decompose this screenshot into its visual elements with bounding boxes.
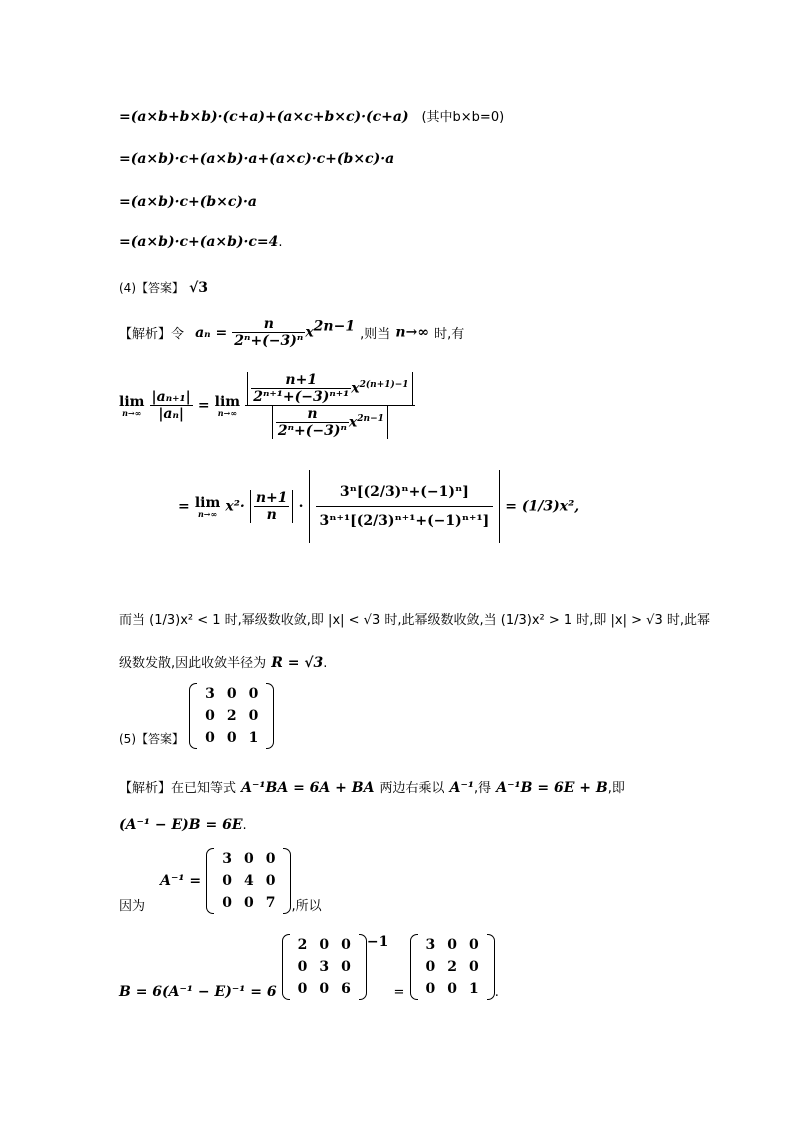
matrix-row	[420, 978, 485, 1000]
lim-1: lim n→∞	[119, 393, 145, 418]
vector-line-2: =(a×b)·c+(a×b)·a+(a×c)·c+(b×c)·a	[119, 151, 395, 167]
q4-limit-step2: = lim n→∞ x²· $\frac{n+1}{n}$ · $\frac{\text{3ⁿ[(2/3)ⁿ+(−1)ⁿ]}}{\text{3ⁿ⁺¹[(2/3)ⁿ⁺¹+(−1)ⁿ⁺¹]}}$ = (1/3)x²,	[178, 470, 579, 543]
big-fraction: $\frac{n+1}{\text{2ⁿ⁺¹+(−3)ⁿ⁺¹}}$ $x^{2(n+1)-1}$ $\frac{n}{\text{2ⁿ+(−3)ⁿ}}$ $x^{2n-1}$	[245, 372, 414, 439]
matrix-cell: 2	[447, 959, 457, 975]
matrix-cell: 0	[222, 895, 232, 911]
matrix-cell: 0	[297, 981, 308, 997]
matrix-cell: 3	[425, 937, 436, 953]
matrix-cell: 0	[243, 895, 254, 911]
q4-answer	[119, 277, 208, 296]
matrix-cell: 2	[297, 937, 308, 953]
matrix-row	[216, 870, 281, 892]
matrix-row	[199, 705, 264, 727]
q5-analysis-line1: 【解析】在已知等式 A⁻¹BA = 6A + BA 两边右乘以 A⁻¹,得 A⁻¹B = 6E + B,即	[119, 780, 625, 796]
an-fraction: $\frac{n}{\text{2ⁿ+(−3)ⁿ}}$	[234, 316, 304, 349]
matrix-cell: 0	[248, 686, 259, 702]
matrix-row	[216, 848, 281, 870]
q4-limit-ratio: lim n→∞ $\frac{\text{|aₙ₊₁|}}{\text{|aₙ|}}$ = lim n→∞ $\frac{n+1}{\text{2ⁿ⁺¹+(−3)ⁿ⁺¹}}$ $x^{2(n+1)-1}$ $\frac{n}{\text{2ⁿ+(−3)ⁿ}}$ $x^{2n-1}$	[119, 372, 415, 439]
q5-label: (5)【答案】	[119, 732, 184, 746]
ainv-matrix	[206, 848, 291, 914]
matrix-cell: 3	[205, 686, 215, 702]
vector-line-1: =(a×b+b×b)·(c+a)+(a×c+b×c)·(c+a) (其中b×b=0)	[119, 109, 505, 125]
matrix-cell: 0	[319, 937, 330, 953]
matrix-cell: 0	[226, 730, 237, 746]
matrix-cell: 0	[447, 981, 457, 997]
matrix-cell: 0	[205, 730, 215, 746]
q5-answer-matrix	[189, 683, 274, 749]
vector-line-4: =(a×b)·c+(a×b)·c=4.	[119, 234, 283, 250]
matrix-cell: 0	[265, 851, 276, 867]
matrix-cell: 0	[265, 873, 276, 889]
matrix-cell: 4	[243, 873, 254, 889]
matrix-cell: 0	[469, 959, 479, 975]
note-bxb-zero: (其中b×b=0)	[421, 110, 505, 125]
q5-analysis-line2: (A⁻¹ − E)B = 6E.	[119, 817, 247, 833]
matrix-row	[216, 892, 281, 914]
matrix-cell: 0	[447, 937, 457, 953]
lim-2: lim n→∞	[214, 393, 241, 418]
matrix-row	[420, 934, 485, 956]
vector-line-3: =(a×b)·c+(b×c)·a	[119, 194, 257, 210]
matrix-cell: 3	[222, 851, 232, 867]
m2-matrix	[410, 934, 495, 1000]
q4-convergence-conditions: 而当 (1/3)x² < 1 时,幂级数收敛,即 |x| < √3 时,此幂级数收敛,当 (1/3)x² > 1 时,即 |x| > √3 时,此幂	[119, 613, 710, 628]
q5-answer	[119, 683, 274, 749]
matrix-cell: 1	[469, 981, 479, 997]
matrix-cell: 0	[469, 937, 479, 953]
matrix-cell: 7	[265, 895, 276, 911]
matrix-cell: 2	[226, 708, 237, 724]
matrix-cell: 0	[226, 686, 237, 702]
matrix-cell: 0	[425, 959, 436, 975]
matrix-cell: 1	[248, 730, 259, 746]
matrix-cell: 0	[243, 851, 254, 867]
matrix-cell: 0	[425, 981, 436, 997]
matrix-row	[420, 956, 485, 978]
matrix-row	[199, 727, 264, 749]
matrix-row	[199, 683, 264, 705]
matrix-cell: 0	[319, 981, 330, 997]
matrix-cell: 0	[297, 959, 308, 975]
matrix-cell: 6	[341, 981, 351, 997]
matrix-row	[292, 978, 357, 1000]
matrix-cell: 0	[341, 937, 351, 953]
matrix-cell: 0	[248, 708, 259, 724]
matrix-row	[292, 934, 357, 956]
q5-b-line: B = 6(A⁻¹ − E)⁻¹ = 6 2 0 0 0 3 0 0 0 6 $^{-1}$ = 3 0 0 0 2 0 0 0 1 .	[119, 934, 499, 1000]
radius-value: R = √3	[271, 655, 324, 671]
q5-ainv-line: 因为 A⁻¹ = 3 0 0 0 4 0 0 0 7 ,所以	[119, 848, 322, 914]
m1-matrix	[282, 934, 367, 1000]
lim-3: lim n→∞	[194, 494, 221, 519]
q4-an-definition: 【解析】令 aₙ = $\frac{n}{\text{2ⁿ+(−3)ⁿ}}$ $x^{2n-1}$ ,则当 n→∞ 时,有	[119, 316, 465, 349]
matrix-cell: 0	[222, 873, 232, 889]
q4-answer-value: √3	[189, 280, 209, 296]
matrix-cell: 0	[341, 959, 351, 975]
q4-radius-line: 级数发散,因此收敛半径为 R = √3.	[119, 655, 328, 671]
matrix-cell: 0	[205, 708, 215, 724]
ratio-fraction: $\frac{\text{|aₙ₊₁|}}{\text{|aₙ|}}$	[151, 389, 191, 422]
q4-label: (4)【答案】	[119, 281, 184, 295]
matrix-cell: 3	[319, 959, 330, 975]
matrix-row	[292, 956, 357, 978]
